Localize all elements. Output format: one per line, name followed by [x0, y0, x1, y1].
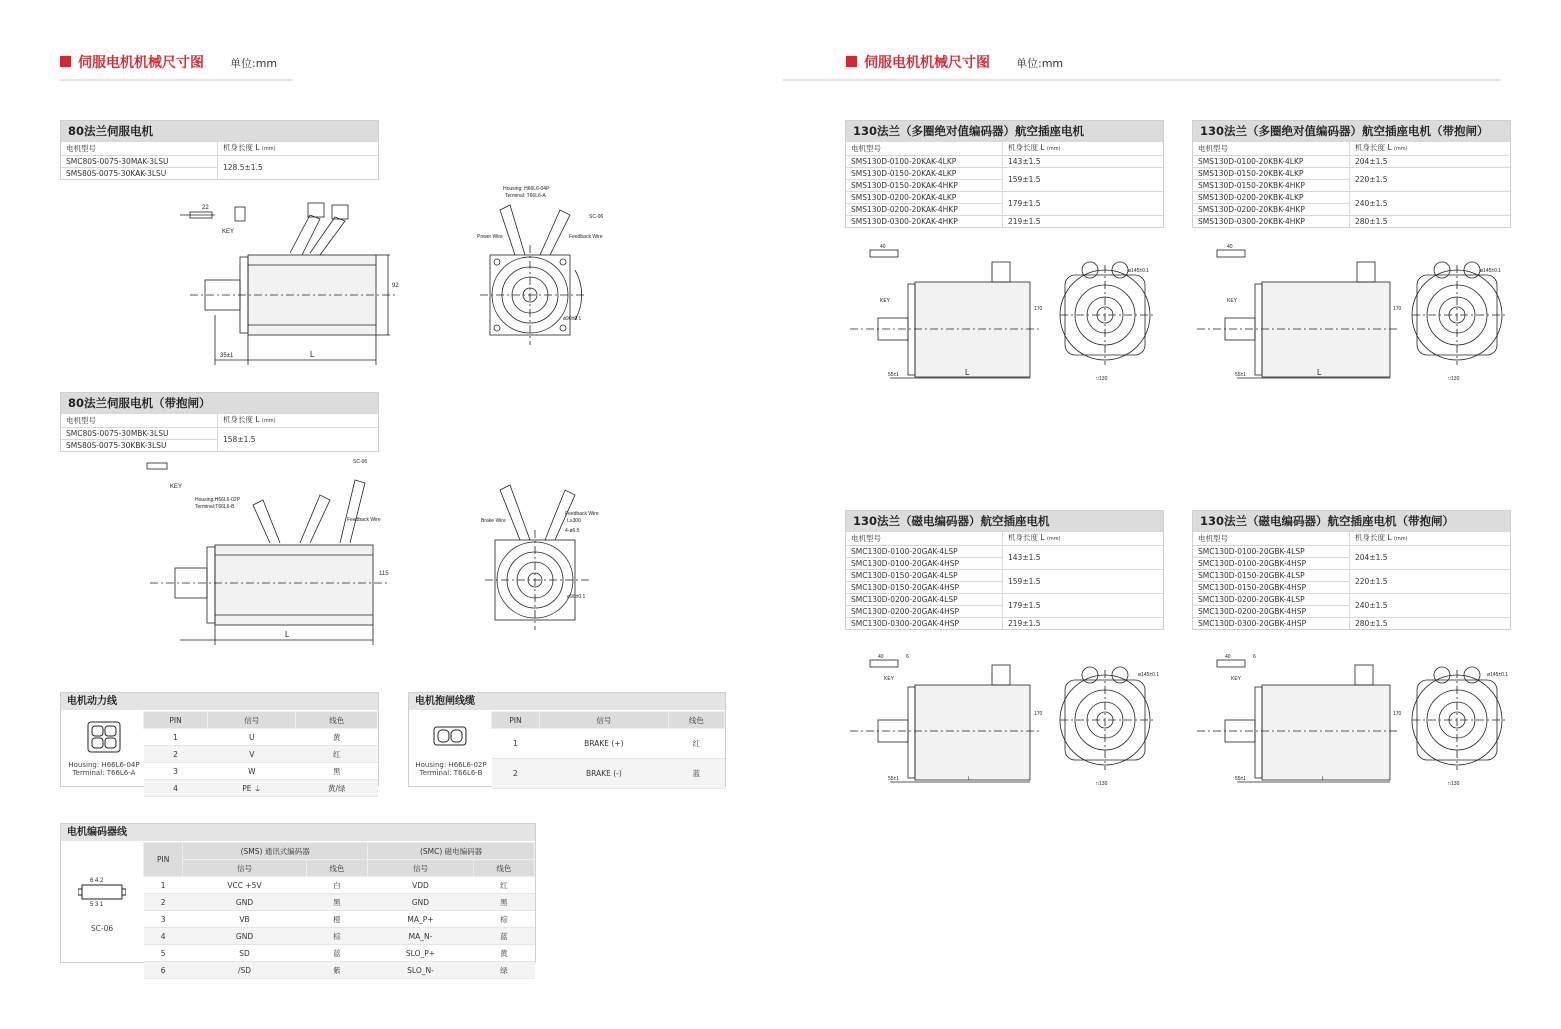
motor-130-drawing-d — [1187, 650, 1517, 795]
svg-text:L: L — [285, 630, 290, 639]
svg-text:170: 170 — [1393, 306, 1402, 312]
svg-text:55±1: 55±1 — [888, 372, 900, 378]
motor-130-drawing-b — [1187, 240, 1517, 390]
svg-text:92: 92 — [392, 283, 399, 289]
table-row: 3 W 黑 — [144, 763, 378, 780]
table-row: 1 VCC +5V 白 VDD 红 — [144, 877, 535, 894]
group-sms: (SMS) 通讯式编码器 — [183, 843, 368, 860]
col-signal: 信号 — [208, 712, 296, 729]
header-square-icon — [846, 56, 857, 67]
svg-text:ø90±0.1: ø90±0.1 — [567, 594, 586, 600]
col-length: 机身长度 L (mm) — [218, 414, 379, 428]
power-connector-icon — [87, 721, 121, 753]
svg-text:SC-06: SC-06 — [353, 459, 368, 465]
svg-text:22: 22 — [202, 205, 209, 211]
col-pin: PIN — [492, 712, 540, 729]
svg-text:L: L — [1322, 776, 1325, 782]
model-cell: SMS80S-0075-30KAK-3LSU — [61, 168, 218, 180]
table-row: 1 U 黄 — [144, 729, 378, 746]
housing-label: Housing: H66L6-04P — [68, 761, 140, 769]
svg-text:KEY: KEY — [1227, 298, 1238, 304]
table-row: 1 BRAKE (+) 红 — [492, 729, 725, 759]
table-130-abs-encoder-brake: 130法兰（多圈绝对值编码器）航空插座电机（带抱闸） 电机型号 机身长度 L (mm) SMS130D-0100-20KBK-4LKP 204±1.5 SMS130D-0150-20KBK-4LKP 220±1.5 SMS130D-0150-20KBK-4HKP SMS130D-0200-20KBK-4LKP 240±1.5 SMS130D-0200-20KBK-4HKP SMS130D-0300-20KBK-4HKP 280±1.5 — [1192, 120, 1511, 228]
svg-text:Housing:H66L6-02P: Housing:H66L6-02P — [195, 497, 241, 503]
table-row: 2 V 红 — [144, 746, 378, 763]
svg-text:Housing: H66L6-04P: Housing: H66L6-04P — [503, 186, 550, 192]
col-model: 电机型号 — [61, 414, 218, 428]
table-title: 电机编码器线 — [61, 824, 535, 841]
svg-text:Feedback Wire: Feedback Wire — [565, 511, 599, 517]
col-pin: PIN — [144, 712, 208, 729]
table-title: 80法兰伺服电机 — [61, 121, 378, 141]
svg-text:Terminal:T66L6-B: Terminal:T66L6-B — [195, 504, 235, 510]
right-page-title: 伺服电机机械尺寸图 — [864, 55, 990, 71]
svg-text:KEY: KEY — [884, 676, 895, 682]
svg-text:ø145±0.1: ø145±0.1 — [1128, 268, 1150, 274]
svg-text:40: 40 — [1225, 654, 1231, 660]
header-square-icon — [60, 56, 71, 67]
svg-text:4-ø6.5: 4-ø6.5 — [565, 528, 580, 534]
table-title: 电机动力线 — [61, 693, 378, 710]
table-130-mag-encoder-brake: 130法兰（磁电编码器）航空插座电机（带抱闸） 电机型号 机身长度 L (mm) SMC130D-0100-20GBK-4LSP 204±1.5 SMC130D-0100-20GBK-4HSP SMC130D-0150-20GBK-4LSP 220±1.5 SMC130D-0150-20GBK-4HSP SMC130D-0200-20GBK-4LSP 240±1.5 SMC130D-0200-20GBK-4HSP SMC130D-0300-20GBK-4HSP 280±1.5 — [1192, 510, 1511, 630]
svg-text:35±1: 35±1 — [220, 353, 234, 359]
svg-text:ø90±0.1: ø90±0.1 — [563, 316, 582, 322]
col-length: 机身长度 L (mm) — [218, 142, 379, 156]
table-row: 5 SD 蓝 SLO_P+ 黄 — [144, 945, 535, 962]
left-page-unit: 单位:mm — [230, 57, 278, 70]
brake-line-table — [408, 692, 726, 787]
svg-text:L: L — [310, 350, 315, 359]
model-cell: SMS80S-0075-30KBK-3LSU — [61, 440, 218, 452]
svg-text:□130: □130 — [1096, 781, 1108, 787]
svg-text:6 4 2: 6 4 2 — [90, 878, 104, 884]
svg-text:KEY: KEY — [170, 484, 183, 490]
motor-80-side-drawing — [160, 195, 405, 370]
table-130-abs-encoder: 130法兰（多圈绝对值编码器）航空插座电机 电机型号 机身长度 L (mm) SMS130D-0100-20KAK-4LKP 143±1.5 SMS130D-0150-20KAK-4LKP 159±1.5 SMS130D-0150-20KAK-4HKP SMS130D-0200-20KAK-4LKP 179±1.5 SMS130D-0200-20KAK-4HKP SMS130D-0300-20KAK-4HKP 219±1.5 — [845, 120, 1164, 228]
col-signal: 信号 — [539, 712, 668, 729]
svg-text:Brake Wire: Brake Wire — [481, 518, 506, 524]
col-color: 线色 — [668, 712, 724, 729]
table-title: 80法兰伺服电机（带抱闸） — [61, 393, 378, 413]
table-row: 3 VB 橙 MA_P+ 棕 — [144, 911, 535, 928]
table-title: 130法兰（磁电编码器）航空插座电机 — [846, 511, 1163, 531]
model-cell: SMC80S-0075-30MBK-3LSU — [61, 428, 218, 440]
brake-connector-icon — [433, 726, 467, 746]
svg-text:40: 40 — [1227, 244, 1233, 250]
table-row: 2 GND 黑 GND 黑 — [144, 894, 535, 911]
svg-text:L: L — [965, 368, 970, 377]
length-cell: 128.5±1.5 — [218, 156, 379, 180]
housing-label: Housing: H66L6-02P — [415, 761, 487, 769]
motor-130-drawing-c — [840, 650, 1170, 795]
table-title: 130法兰（多圈绝对值编码器）航空插座电机（带抱闸） — [1193, 121, 1510, 141]
header-rule — [783, 79, 1500, 81]
svg-text:55±1: 55±1 — [1235, 776, 1247, 782]
svg-text:□130: □130 — [1448, 781, 1460, 787]
right-page-unit: 单位:mm — [1016, 57, 1064, 70]
svg-text:□130: □130 — [1096, 376, 1108, 382]
svg-text:KEY: KEY — [1231, 676, 1242, 682]
table-title: 电机抱闸线缆 — [409, 693, 725, 710]
svg-text:55±1: 55±1 — [888, 776, 900, 782]
svg-text:KEY: KEY — [222, 229, 235, 235]
table-80-flange-brake — [60, 392, 379, 452]
model-cell: SMC80S-0075-30MAK-3LSU — [61, 156, 218, 168]
col-model: 电机型号 — [61, 142, 218, 156]
svg-text:Terminal: T66L6-A: Terminal: T66L6-A — [505, 193, 546, 199]
svg-text:40: 40 — [878, 654, 884, 660]
terminal-label: Terminal: T66L6-B — [419, 769, 483, 777]
svg-text:L≥300: L≥300 — [567, 518, 581, 524]
svg-text:ø145±0.1: ø145±0.1 — [1138, 672, 1160, 678]
svg-text:170: 170 — [1034, 306, 1043, 312]
svg-text:L: L — [1317, 368, 1322, 377]
motor-130-drawing-a — [840, 240, 1170, 390]
svg-text:40: 40 — [880, 244, 886, 250]
motor-80-brake-side-drawing — [125, 455, 395, 650]
table-title: 130法兰（磁电编码器）航空插座电机（带抱闸） — [1193, 511, 1510, 531]
svg-text:6: 6 — [906, 654, 909, 660]
table-row: 6 /SD 紫 SLO_N- 绿 — [144, 962, 535, 979]
table-title: 130法兰（多圈绝对值编码器）航空插座电机 — [846, 121, 1163, 141]
svg-text:Feedback Wire: Feedback Wire — [569, 234, 603, 240]
svg-text:ø145±0.1: ø145±0.1 — [1487, 672, 1509, 678]
svg-text:L: L — [968, 776, 971, 782]
power-line-table — [60, 692, 379, 793]
terminal-label: Terminal: T66L6-A — [72, 769, 136, 777]
svg-text:ø145±0.1: ø145±0.1 — [1480, 268, 1502, 274]
encoder-connector-icon — [78, 876, 126, 906]
svg-text:55±1: 55±1 — [1235, 372, 1247, 378]
header-rule — [60, 79, 292, 81]
svg-text:SC-06: SC-06 — [589, 214, 604, 220]
connector-label: SC-06 — [90, 924, 114, 933]
table-row: 4 GND 棕 MA_N- 蓝 — [144, 928, 535, 945]
svg-text:KEY: KEY — [880, 298, 891, 304]
svg-text:□130: □130 — [1448, 376, 1460, 382]
left-page-title: 伺服电机机械尺寸图 — [78, 55, 204, 71]
svg-text:Feedback Wire: Feedback Wire — [347, 517, 381, 523]
table-130-mag-encoder: 130法兰（磁电编码器）航空插座电机 电机型号 机身长度 L (mm) SMC130D-0100-20GAK-4LSP 143±1.5 SMC130D-0100-20GAK-4HSP SMC130D-0150-20GAK-4LSP 159±1.5 SMC130D-0150-20GAK-4HSP SMC130D-0200-20GAK-4LSP 179±1.5 SMC130D-0200-20GAK-4HSP SMC130D-0300-20GAK-4HSP 219±1.5 — [845, 510, 1164, 630]
motor-80-brake-front-drawing — [475, 460, 605, 635]
encoder-line-table: 电机编码器线 6 4 2 5 3 1 SC-06 PIN (SMS) 通讯式编码器 (SMC) 磁电编码器 信号 线色 信号 线色 1 VCC +5V 白 VDD 红 2 GND 黑 GND 黑 3 VB 橙 MA_P+ 棕 4 GND 棕 MA_N- 蓝 5 SD 蓝 SLO_P+ 黄 6 /SD 紫 SLO_N- 绿 — [60, 823, 536, 963]
group-smc: (SMC) 磁电编码器 — [368, 843, 535, 860]
svg-text:6: 6 — [1253, 654, 1256, 660]
table-row: 2 BRAKE (-) 蓝 — [492, 759, 725, 789]
svg-text:170: 170 — [1393, 711, 1402, 717]
length-cell: 158±1.5 — [218, 428, 379, 452]
left-page-header — [60, 52, 292, 78]
col-pin: PIN — [144, 843, 183, 877]
svg-text:Power Wire: Power Wire — [477, 234, 503, 240]
right-page-header — [846, 52, 1066, 78]
motor-80-front-drawing — [465, 180, 610, 350]
svg-text:115: 115 — [379, 571, 389, 577]
table-80-flange — [60, 120, 379, 180]
svg-text:5 3 1: 5 3 1 — [90, 902, 104, 906]
col-color: 线色 — [296, 712, 378, 729]
svg-text:170: 170 — [1034, 711, 1043, 717]
table-row: 4 PE ⏚ 黄/绿 — [144, 780, 378, 797]
